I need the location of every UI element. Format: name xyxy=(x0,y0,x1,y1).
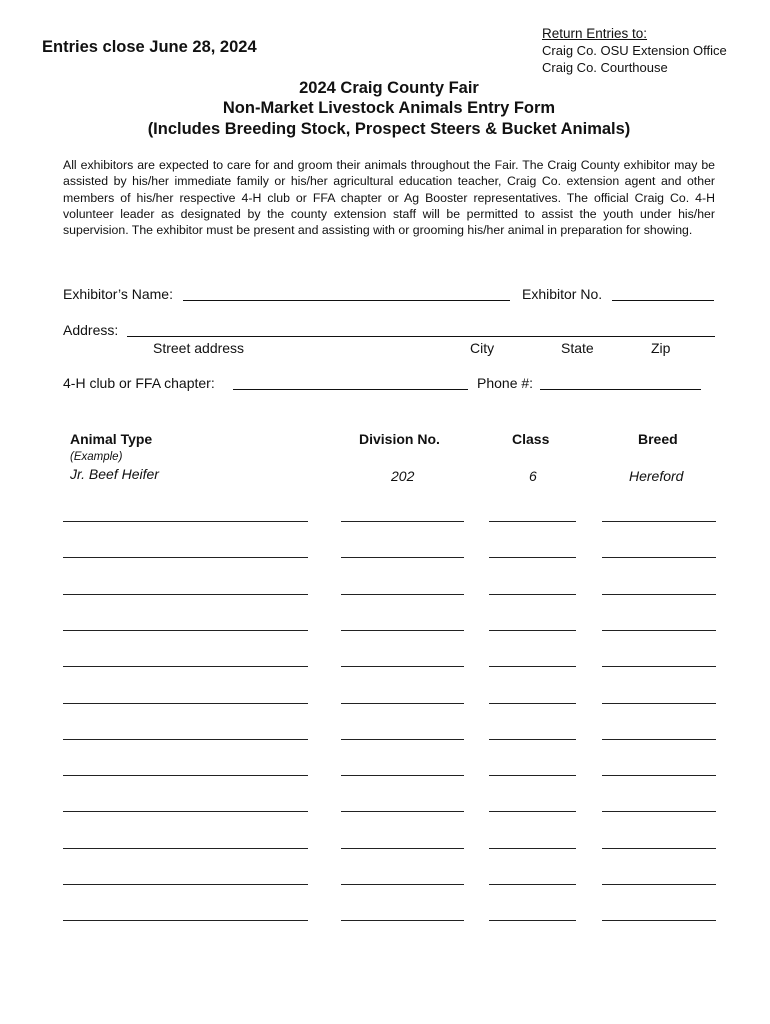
division-field[interactable] xyxy=(341,703,464,704)
class-field[interactable] xyxy=(489,557,576,558)
division-field[interactable] xyxy=(341,521,464,522)
division-field[interactable] xyxy=(341,920,464,921)
address-street-caption: Street address xyxy=(153,340,245,356)
example-division: 202 xyxy=(391,468,415,484)
exhibitor-no-label: Exhibitor No. xyxy=(522,286,603,302)
exhibitor-name-field[interactable] xyxy=(183,300,510,301)
return-address-line: Craig Co. Courthouse xyxy=(542,60,668,75)
breed-field[interactable] xyxy=(602,739,716,740)
club-field[interactable] xyxy=(233,389,468,390)
example-animal-type: Jr. Beef Heifer xyxy=(70,466,159,482)
division-field[interactable] xyxy=(341,775,464,776)
return-address-line: Craig Co. OSU Extension Office xyxy=(542,43,727,58)
animal-type-field[interactable] xyxy=(63,666,308,667)
class-field[interactable] xyxy=(489,775,576,776)
breed-field[interactable] xyxy=(602,594,716,595)
column-header-class: Class xyxy=(512,431,550,447)
entry-row xyxy=(0,884,770,885)
example-breed: Hereford xyxy=(629,468,684,484)
column-header-breed: Breed xyxy=(638,431,678,447)
club-label: 4-H club or FFA chapter: xyxy=(63,375,215,391)
column-header-division: Division No. xyxy=(359,431,440,447)
class-field[interactable] xyxy=(489,811,576,812)
division-field[interactable] xyxy=(341,811,464,812)
class-field[interactable] xyxy=(489,884,576,885)
address-field[interactable] xyxy=(127,336,715,337)
animal-type-field[interactable] xyxy=(63,703,308,704)
breed-field[interactable] xyxy=(602,703,716,704)
division-field[interactable] xyxy=(341,666,464,667)
division-field[interactable] xyxy=(341,739,464,740)
class-field[interactable] xyxy=(489,920,576,921)
breed-field[interactable] xyxy=(602,848,716,849)
entry-row xyxy=(0,521,770,522)
breed-field[interactable] xyxy=(602,884,716,885)
entry-row xyxy=(0,920,770,921)
animal-type-field[interactable] xyxy=(63,775,308,776)
example-label: (Example) xyxy=(70,451,123,463)
entry-row xyxy=(0,557,770,558)
column-header-animal-type: Animal Type xyxy=(70,431,153,447)
address-zip-caption: Zip xyxy=(651,340,671,356)
class-field[interactable] xyxy=(489,630,576,631)
breed-field[interactable] xyxy=(602,521,716,522)
animal-type-field[interactable] xyxy=(63,521,308,522)
entry-row xyxy=(0,666,770,667)
example-class: 6 xyxy=(529,468,537,484)
phone-label: Phone #: xyxy=(477,375,534,391)
class-field[interactable] xyxy=(489,848,576,849)
animal-type-field[interactable] xyxy=(63,630,308,631)
class-field[interactable] xyxy=(489,521,576,522)
animal-type-field[interactable] xyxy=(63,920,308,921)
division-field[interactable] xyxy=(341,884,464,885)
entry-row xyxy=(0,703,770,704)
breed-field[interactable] xyxy=(602,630,716,631)
animal-type-field[interactable] xyxy=(63,594,308,595)
address-city-caption: City xyxy=(470,340,495,356)
breed-field[interactable] xyxy=(602,775,716,776)
exhibitor-name-label: Exhibitor’s Name: xyxy=(63,286,173,302)
entry-row xyxy=(0,848,770,849)
animal-type-field[interactable] xyxy=(63,884,308,885)
breed-field[interactable] xyxy=(602,920,716,921)
entries-close-date: Entries close June 28, 2024 xyxy=(42,38,257,56)
form-subtitle-note: (Includes Breeding Stock, Prospect Steers & Bucket Animals) xyxy=(147,120,631,138)
address-label: Address: xyxy=(63,322,119,338)
entry-row xyxy=(0,739,770,740)
entry-row xyxy=(0,775,770,776)
animal-type-field[interactable] xyxy=(63,557,308,558)
entry-row xyxy=(0,594,770,595)
breed-field[interactable] xyxy=(602,666,716,667)
class-field[interactable] xyxy=(489,594,576,595)
address-state-caption: State xyxy=(561,340,594,356)
entry-row xyxy=(0,630,770,631)
breed-field[interactable] xyxy=(602,557,716,558)
division-field[interactable] xyxy=(341,630,464,631)
return-entries-label: Return Entries to: xyxy=(542,26,648,41)
form-title: 2024 Craig County Fair xyxy=(299,79,479,97)
breed-field[interactable] xyxy=(602,811,716,812)
class-field[interactable] xyxy=(489,666,576,667)
animal-type-field[interactable] xyxy=(63,739,308,740)
division-field[interactable] xyxy=(341,594,464,595)
animal-type-field[interactable] xyxy=(63,848,308,849)
animal-type-field[interactable] xyxy=(63,811,308,812)
intro-paragraph: All exhibitors are expected to care for and groom their animals throughout the Fair. The Craig County exhibitor may be assisted by his/her immediate family or his/her agricultural education teacher, Craig Co. extension agent and other members of his/her respective 4-H club or FFA chapter or Ag Booster representatives. The official Craig Co. 4-H volunteer leader as designated by the county extension staff will be permitted to assist the youth under his/her supervision. The exhibitor must be present and assisting with or grooming his/her animal in preparation for showing. xyxy=(63,158,715,238)
division-field[interactable] xyxy=(341,557,464,558)
class-field[interactable] xyxy=(489,703,576,704)
form-subtitle: Non-Market Livestock Animals Entry Form xyxy=(222,99,556,117)
entry-row xyxy=(0,811,770,812)
division-field[interactable] xyxy=(341,848,464,849)
exhibitor-no-field[interactable] xyxy=(612,300,714,301)
phone-field[interactable] xyxy=(540,389,701,390)
class-field[interactable] xyxy=(489,739,576,740)
